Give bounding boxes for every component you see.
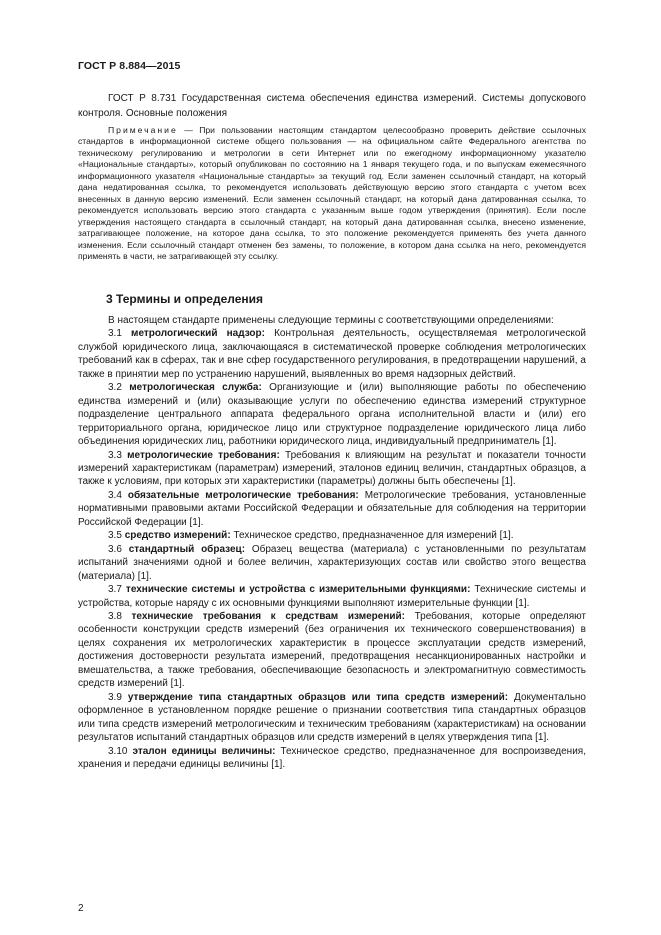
page-number: 2	[78, 903, 84, 914]
term-number: 3.2	[108, 382, 130, 394]
term-number: 3.6	[108, 543, 129, 555]
section-title: 3 Термины и определения	[106, 292, 264, 306]
term-entry	[78, 583, 586, 610]
term-name: метрологические требования:	[127, 449, 280, 461]
term-definition: Документально оформленное в установленном порядке решение о признании соответствия типа стандартных образцов или типа средств измерений метрологическим и техническим требованиям (характеристикам) на основании результатов испытаний стандартных образцов или средств измерений в целях утверждения типа [1].	[78, 691, 586, 744]
term-number: 3.10	[108, 745, 133, 757]
document-header: ГОСТ Р 8.884—2015	[78, 60, 181, 72]
term-definition: Организующие и (или) выполняющие работы по обеспечению единства измерений и (или) оказывающие услуги по обеспечению единства измерений структурное подразделение центрального аппарата федерального органа исполнительной власти и (или) его территориального органа, юридическое лицо или структурное подразделение юридического лица либо объединения юридических лиц, работники юридического лица, индивидуальный предприниматель [1].	[78, 382, 587, 448]
section-body	[78, 314, 586, 771]
term-name: метрологическая служба:	[129, 382, 262, 394]
term-definition: Образец вещества (материала) с установленными по результатам испытаний значениями одной и более величин, характеризующих состав или свойство этого вещества (материала) [1].	[78, 543, 586, 582]
term-entry	[78, 529, 586, 542]
term-name: технические требования к средствам измерений:	[131, 610, 405, 622]
term-entry	[78, 489, 586, 529]
term-name: эталон единицы величины:	[132, 745, 276, 757]
term-entry	[78, 745, 586, 772]
term-definition: Технические системы и устройства, которые наряду с их основными функциями выполняют измерительные функции [1].	[78, 584, 586, 609]
term-name: средство измерений:	[124, 530, 231, 542]
term-definition: Контрольная деятельность, осуществляемая метрологической службой юридического лица, заключающаяся в систематической проверке соблюдения метрологических требований как в сферах, так и вне сфер государственного регулирования, в предотвращении нарушений, а также в принятии мер по устранению нарушений, выявленных во время надзорных действий.	[78, 328, 586, 380]
term-definition: Требования, которые определяют особенности конструкции средств измерений (без ограничения их технического совершенствования) в целях сохранения их метрологических характеристик в процессе эксплуатации средств измерений, достижения достоверности результата измерений, предотвращения несанкционированных настройки и вмешательства, а также требования, обеспечивающие безопасность и электромагнитную совместимость средств измерений [1].	[78, 610, 586, 690]
term-number: 3.1	[108, 328, 132, 340]
term-entry	[78, 449, 586, 489]
note-text: — При пользовании настоящим стандартом целесообразно проверить действие ссылочных стандартов в информационной системе общего пользования — на официальном сайте Федерального агентства по техническому регулированию и метрологии в сети Интернет или по ежегодному информационному указателю «Национальные стандарты», который опубликован по состоянию на 1 января текущего года, и по выпускам ежемесячного информационного указателя «Национальные стандарты» за текущий год. Если заменен ссылочный стандарт, на который дана недатированная ссылка, то рекомендуется использовать действующую версию этого стандарта с учетом всех внесенных в данную версию изменений. Если заменен ссылочный стандарт, на который дана датированная ссылка, то рекомендуется использовать версию этого стандарта с указанным выше годом утверждения (принятия). Если после утверждения настоящего стандарта в ссылочный стандарт, на который дана датированная ссылка, внесено изменение, затрагивающее положение, на которое дана ссылка, то это положение рекомендуется применять без учета данного изменения. Если ссылочный стандарт отменен без замены, то положение, в котором дана ссылка на него, рекомендуется применять в части, не затрагивающей эту ссылку.	[78, 125, 586, 261]
note-paragraph	[78, 125, 586, 262]
term-number: 3.4	[108, 489, 128, 501]
term-number: 3.3	[108, 449, 128, 461]
term-entry	[78, 610, 586, 691]
term-definition: Метрологические требования, установленные нормативными правовыми актами Российской Федерации и обязательные для соблюдения на территории Российской Федерации [1].	[78, 489, 587, 528]
normative-reference: ГОСТ Р 8.731 Государственная система обеспечения единства измерений. Системы допускового контроля. Основные положения	[78, 93, 586, 119]
term-entry	[78, 543, 586, 583]
term-name: технические системы и устройства с измерительными функциями:	[125, 584, 471, 596]
term-number: 3.8	[108, 610, 132, 622]
term-definition: Техническое средство, предназначенное для измерений [1].	[230, 530, 514, 542]
term-number: 3.9	[108, 691, 128, 703]
term-entry	[78, 381, 586, 448]
term-name: метрологический надзор:	[131, 328, 265, 340]
term-definition: Требования к влияющим на результат и показатели точности измерений характеристикам (параметрам) измерений, эталонов единиц величин, стандартных образцов, а также к условиям, при которых эти характеристики (параметры) должны быть обеспечены [1].	[78, 449, 586, 488]
term-definition: Техническое средство, предназначенное для воспроизведения, хранения и передачи единицы величины [1].	[78, 745, 586, 770]
section-intro: В настоящем стандарте применены следующие термины с соответствующими определениями:	[108, 315, 554, 326]
note-label: Примечание	[108, 125, 178, 135]
term-entry	[78, 691, 586, 745]
term-number: 3.5	[108, 530, 125, 542]
term-name: стандартный образец:	[128, 543, 246, 555]
term-name: обязательные метрологические требования:	[127, 489, 359, 501]
term-entry	[78, 327, 586, 381]
term-number: 3.7	[108, 584, 126, 596]
term-name: утверждение типа стандартных образцов или типа средств измерений:	[127, 691, 509, 703]
